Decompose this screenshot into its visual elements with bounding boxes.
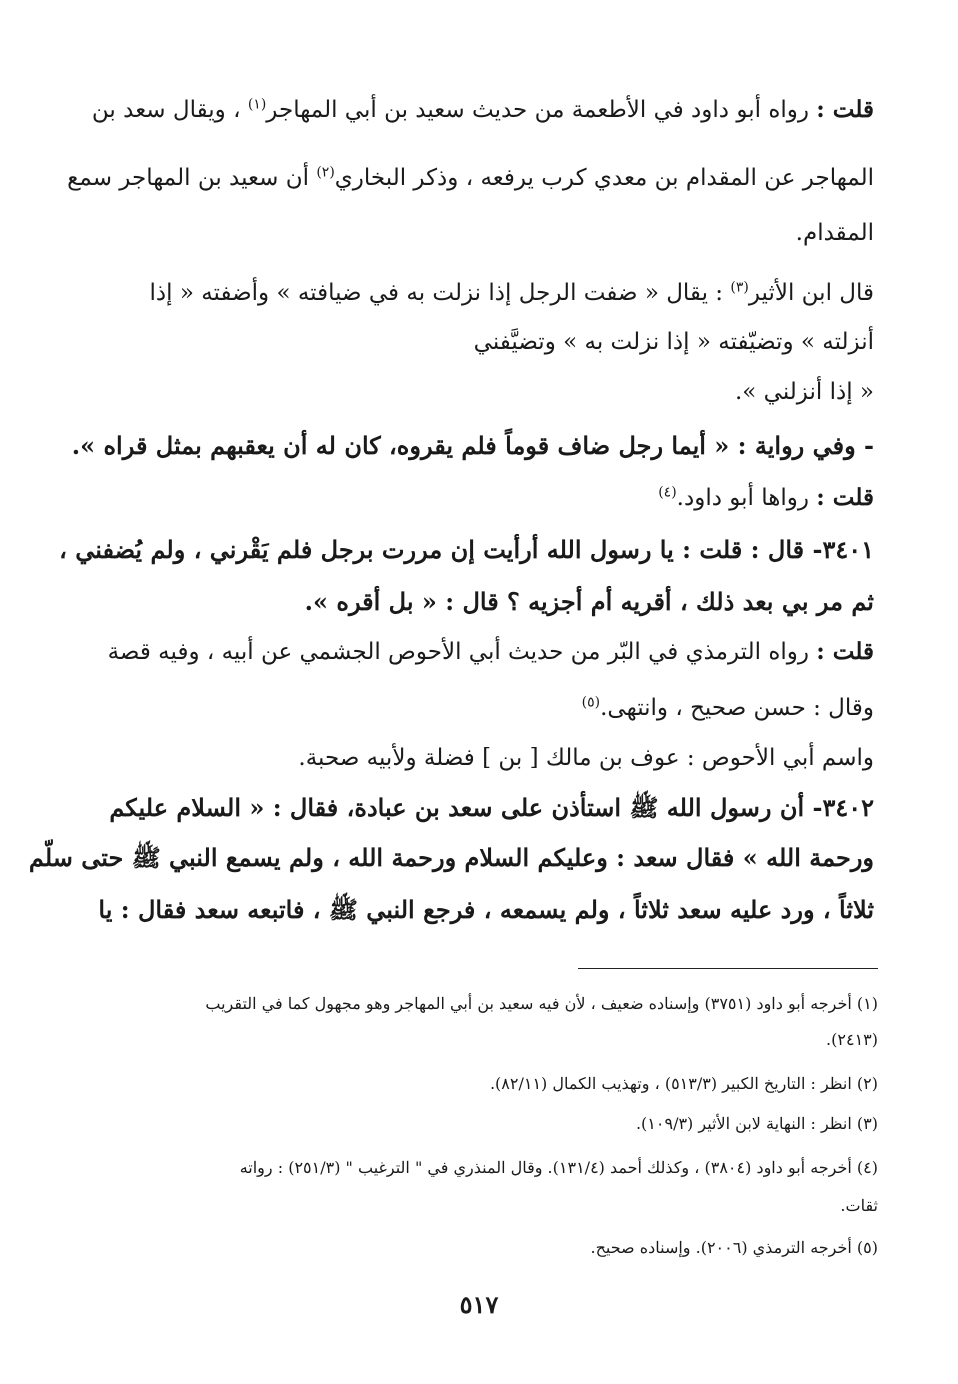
footnote-ref: (٤) [658,484,677,501]
body-line-5 [104,324,874,360]
body-line-10 [104,584,874,620]
lead-label: قلت : [816,484,874,511]
lead-label: قلت : [816,638,874,665]
footnote-ref: (٣) [730,279,749,296]
line-tail: ، ويقال سعد بن [91,97,248,123]
line-text: رواه أبو داود في الأطعمة من حديث سعيد بن أبي المهاجر [266,97,817,123]
body-line-11 [104,634,874,670]
body-line-14 [104,790,874,826]
body-line-12 [104,690,874,726]
footnote-1: (١) أخرجه أبو داود (٣٧٥١) وإسناده ضعيف ، لأن فيه سعيد بن أبي المهاجر وهو مجهول كما في التقريب [205,994,878,1013]
footnote-ref: (٥) [581,694,601,711]
line-text: واسم أبي الأحوص : عوف بن مالك [ بن ] فضلة ولأبيه صحبة. [298,745,874,771]
line-text: ورحمة الله » فقال سعد : وعليكم السلام ورحمة الله ، ولم يسمع النبي ﷺ حتى سلّم [28,843,874,872]
line-text: ٣٤٠٢- أن رسول الله ﷺ استأذن على سعد بن عبادة، فقال : « السلام عليكم [109,793,874,822]
footnote-5: (٥) أخرجه الترمذي (٢٠٠٦). وإسناده صحيح. [590,1238,878,1257]
footnote-1-cont: (٢٤١٣). [826,1030,878,1049]
body-line-8 [104,480,874,516]
lead-label: قلت : [816,96,874,123]
body-line-13 [104,740,874,776]
line-text: المقدام. [795,220,874,246]
body-line-9 [59,532,874,568]
footnote-4-cont: ثقات. [840,1196,878,1215]
line-text: ثلاثاً ، ورد عليه سعد ثلاثاً ، ولم يسمعه ، فرجع النبي ﷺ ، فاتبعه سعد فقال : يا [98,895,874,924]
body-line-1 [91,92,874,128]
page-number: ٥١٧ [459,1290,499,1319]
footnote-4: (٤) أخرجه أبو داود (٣٨٠٤) ، وكذلك أحمد (١٣١/٤). وقال المنذري في " الترغيب " (٢٥١/٣) : رواته [239,1158,878,1177]
body-line-4 [104,275,874,311]
footnote-ref: (١) [247,96,267,113]
line-text: المهاجر عن المقدام بن معدي كرب يرفعه ، وذكر البخاري [334,165,874,191]
line-text: - وفي رواية : « أيما رجل ضاف قوماً فلم يقروه، كان له أن يعقبهم بمثل قراه ». [71,431,874,460]
body-line-2 [67,160,874,196]
line-text: ثم مر بي بعد ذلك ، أقريه أم أجزيه ؟ قال : « بل أقره ». [304,587,874,616]
line-tail: أن سعيد بن المهاجر سمع [67,165,317,191]
line-text: وقال : حسن صحيح ، وانتهى. [600,695,874,721]
body-line-16 [98,892,874,928]
footnote-separator [578,968,878,969]
body-line-7 [71,428,874,464]
footnote-2: (٢) انظر : التاريخ الكبير (٥١٣/٣) ، وتهذيب الكمال (٨٢/١١). [489,1074,878,1093]
line-text: رواه الترمذي في البّر من حديث أبي الأحوص الجشمي عن أبيه ، وفيه قصة [107,639,817,665]
line-tail: : يقال « ضفت الرجل إذا نزلت به في ضيافته » وأضفته « إذا [149,280,731,306]
line-text: ٣٤٠١- قال : قلت : يا رسول الله أرأيت إن مررت برجل فلم يَقْرني ، ولم يُضفني ، [59,535,874,564]
body-line-6 [104,374,874,410]
body-line-3 [104,215,874,251]
line-text: قال ابن الأثير [748,280,874,306]
line-text: أنزلته » وتضيّفته « إذا نزلت به » وتضيَّفني [473,329,874,355]
line-text: « إذا أنزلني ». [734,379,874,405]
line-text: رواها أبو داود. [676,485,817,511]
footnote-ref: (٢) [316,164,335,181]
footnote-3: (٣) انظر : النهاية لابن الأثير (١٠٩/٣). [635,1114,878,1133]
body-line-15 [28,840,874,876]
